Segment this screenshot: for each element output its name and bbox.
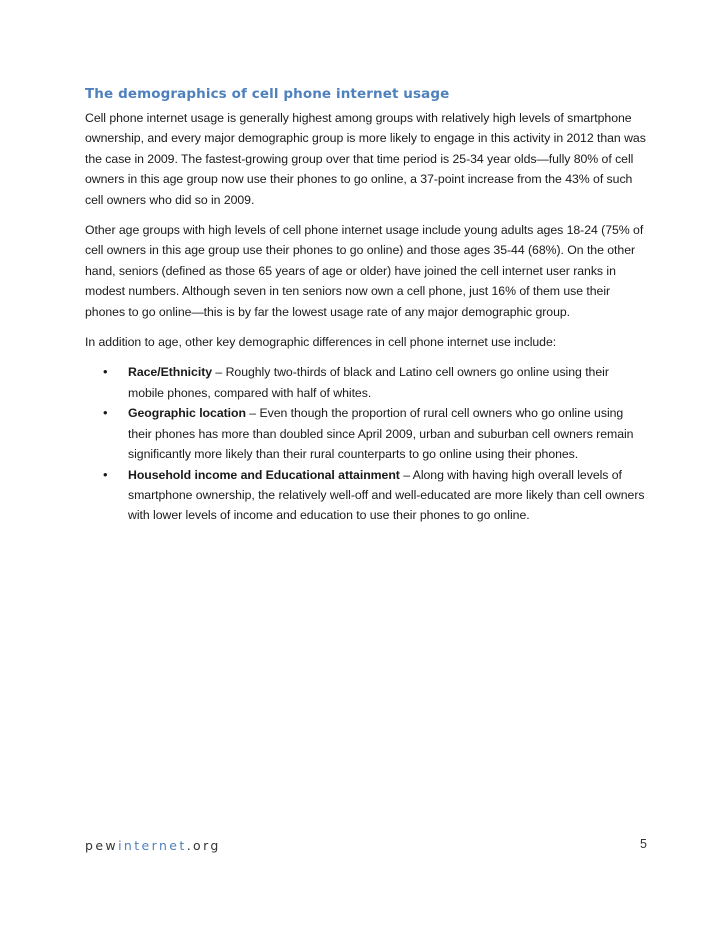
bullet-term: Geographic location [128, 406, 246, 421]
page-number: 5 [640, 837, 647, 851]
demographic-bullet-list [85, 362, 647, 525]
paragraph-age-groups: Other age groups with high levels of cell phone internet usage include young adults ages 18-24 (75% of cell owners in this age group use their phones to go online) and those ages 35-44 (68%). On the other hand, seniors (defined as those 65 years of age or older) have joined the cell internet user ranks in modest numbers. Although seven in ten seniors now own a cell phone, just 16% of them use their phones to go online—this is by far the lowest usage rate of any major demographic group. [85, 223, 644, 319]
bullet-geographic-location [85, 403, 647, 464]
page-content [85, 86, 647, 526]
bullet-dot-icon: • [103, 466, 108, 482]
bullet-term: Race/Ethnicity [128, 365, 213, 380]
footer-brand-accent: internet [118, 838, 187, 853]
bullet-income-education [85, 465, 647, 526]
bullet-dot-icon: • [103, 364, 108, 380]
bullet-text: – Along with having high overall levels of smartphone ownership, the relatively well-off and well-educated are more likely than cell owners with lower levels of income and education to use their phones to go online. [128, 467, 645, 523]
bullet-race-ethnicity [85, 362, 647, 403]
bullet-text: – Roughly two-thirds of black and Latino cell owners go online using their mobile phones, compared with half of whites. [128, 365, 609, 400]
footer-brand [85, 838, 221, 853]
bullet-dot-icon: • [103, 405, 108, 421]
section-heading: The demographics of cell phone internet usage [85, 86, 450, 102]
footer-brand-prefix: pew [85, 838, 119, 853]
paragraph-other-differences: In addition to age, other key demographic differences in cell phone internet use include: [85, 335, 557, 350]
footer-brand-suffix: .org [186, 838, 221, 853]
bullet-term: Household income and Educational attainment [128, 467, 400, 482]
bullet-text: – Even though the proportion of rural cell owners who go online using their phones has more than doubled since April 2009, urban and suburban cell owners remain significantly more likely than their rural counterparts to go online using their phones. [128, 406, 634, 462]
paragraph-growth: Cell phone internet usage is generally highest among groups with relatively high levels of smartphone ownership, and every major demographic group is more likely to engage in this activity in 2012 than was the case in 2009. The fastest-growing group over that time period is 25-34 year olds—fully 80% of cell owners in this age group now use their phones to go online, a 37-point increase from the 43% of such cell owners who did so in 2009. [85, 111, 646, 207]
